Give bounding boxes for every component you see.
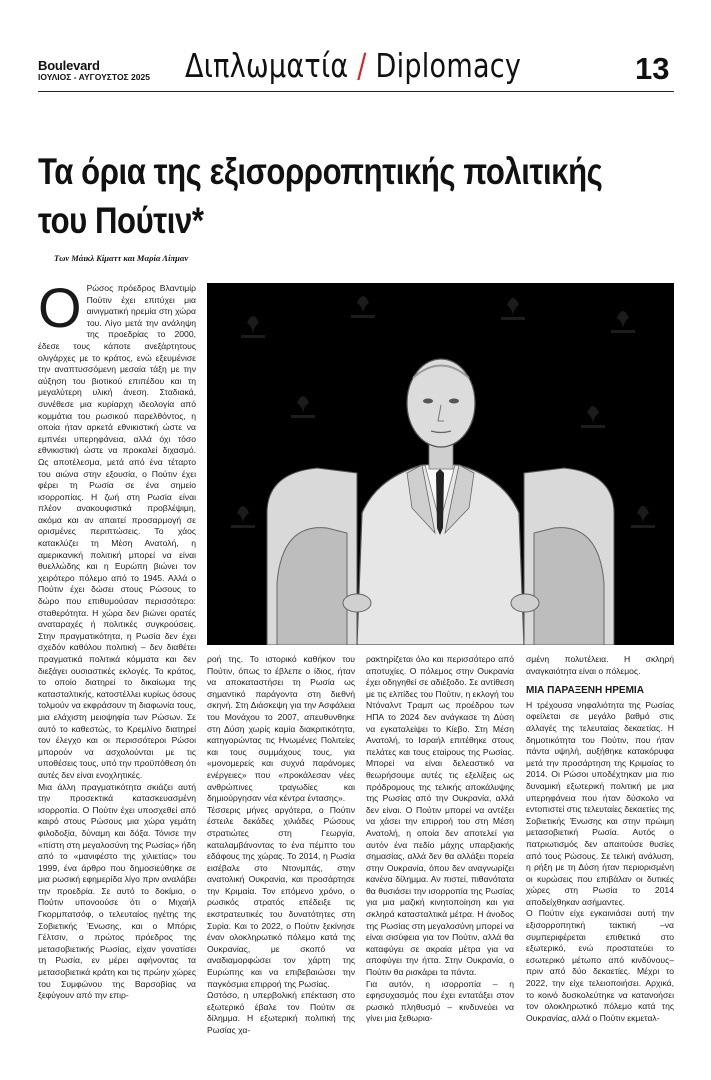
article-column-3 [366,654,514,1074]
dropcap: Ο [38,283,82,339]
brand-name: Boulevard [38,58,100,73]
portrait-photo [207,283,674,645]
article-column-1 [38,283,196,1073]
paragraph: Μια άλλη πραγματικότητα σκιάζει αυτή την προσεκτικά κατασκευασμένη ισορροπία. Ο Πούτιν έχει υποσχεθεί από καιρό στους Ρώσους μια χώρα γεμάτη φιλοδοξία, δύναμη και δόξα. Τόνισε την «πίστη στη μεγαλοσύνη της Ρωσίας» ήδη από το «μανιφέστο της χιλιετίας» του 1999, ένα άρθρο που δημοσιεύθηκε σε μια ρωσική εφημερίδα λίγο πριν αναλάβει την προεδρία. Σε αυτό το δοκίμιο, ο Πούτιν υπονοούσε ότι ο Μιχαήλ Γκορμπατσόφ, ο τελευταίος ηγέτης της Σοβιετικής Ένωσης, και ο Μπόρις Γέλτσιν, ο πρώτος πρόεδρος της μετασοβιετικής Ρωσίας, είχαν γονατίσει τη Ρωσία, εν μέρει αφήνοντας τα μετασοβιετικά κράτη και τις πρώην χώρες του Συμφώνου της Βαρσοβίας να ξεφύγουν από την επιρ- [38,781,196,1001]
section-separator: / [357,46,367,85]
article-column-2 [207,654,355,1074]
paragraph: Για αυτόν, η ισορροπία – η εφησυχασμός που έχει εντατάξει στον ρωσικό πληθυσμό – κινδυνεύει να γίνει μια ξεθωρια- [366,978,514,1024]
paragraph: ρακτηρίζεται όλο και περισσότερο από αποτυχίες. Ο πόλεμος στην Ουκρανία έχει οδηγηθεί σε αδιέξοδο. Σε αντίθεση με τις ελπίδες του Πούτιν, η εκλογή του Ντόναλντ Τραμπ ως προέδρου των ΗΠΑ το 2024 δεν ανάγκασε τη Δύση να εγκαταλείψει το Κίεβο. Στη Μέση Ανατολή, το Ισραήλ επιτέθηκε στους πελάτες και τους εταίρους της Ρωσίας. Μπορεί να είναι δελεαστικό να θεωρήσουμε αυτές τις εξελίξεις ως πρόδρομους της τελικής αποκάλυψης της Ρωσίας από την Ουκρανία, αλλά δεν είναι. Ο Πούτιν μπορεί να αντέξει να χάσει την επιρροή του στη Μέση Ανατολή, η οποία δεν αποτελεί για αυτόν ένα πεδίο μάχης υπαρξιακής σημασίας, αλλά δεν θα αλλάξει πορεία στην Ουκρανία, όπου δεν αναγνωρίζει κανένα δίλημμα. Αν πιστεί, πιθανότατα θα θυσιάσει την ισορροπία της Ρωσίας για μια μαζική κινητοποίηση και για σκληρά κατασταλτικά μέτρα. Η άνοδος της Ρωσίας στη μεγαλοσύνη μπορεί να είναι σισύφεια για τον Πούτιν, αλλά θα καταφύγει σε ακραία μέτρα για να αποφύγει την ήττα. Στην Ουκρανία, ο Πούτιν θα ρισκάρει τα πάντα. [366,654,514,978]
article-byline: Των Μάικλ Κίματτ και Μαρία Λίπμαν [54,253,189,263]
paragraph: Η τρέχουσα νηφαλιότητα της Ρωσίας οφείλεται σε μεγάλο βαθμό στις αλλαγές της τελευταίας δεκαετίας. Η δημοτικότητα του Πούτιν, που ήταν πάντα υψηλή, αυξήθηκε κατακόρυφα μετά την προσάρτηση της Κριμαίας το 2014. Οι Ρώσοι υποδέχτηκαν μια πιο δυναμική εξωτερική πολιτική με μια υπερηφάνεια που ήταν δύσκολο να εντοπιστεί στις τελευταίες δεκαετίες της Σοβιετικής Ένωσης και στην πρώιμη μετασοβιετική Ρωσία. Αυτός ο πατριωτισμός δεν απαιτούσε θυσίες από τους Ρώσους. Σε τελική ανάλυση, η ρήξη με τη Δύση ήταν περιορισμένη οι κυρώσεις που επιβάλαν οι δυτικές χώρες στη Ρωσία το 2014 αποδείχθηκαν ασήμαντες. [526,699,674,907]
section-subhead: ΜΙΑ ΠΑΡΑΞΕΝΗ ΗΡΕΜΙΑ [526,685,644,697]
portrait-illustration [207,283,674,645]
headline-line-1: Τα όρια της εξισορροπητικής πολιτικής [38,151,603,192]
paragraph: Ωστόσο, η υπερβολική επέκταση στο εξωτερικό έβαλε τον Πούτιν σε δίλημμα. Η εξωτερική πολιτική της Ρωσίας χα- [207,990,355,1035]
section-greek: Διπλωματία [185,46,349,85]
paragraph: Ο Πούτιν είχε εγκαινιάσει αυτή την εξισορροπητική τακτική –να συμπεριφέρεται επιθετικά στο εξωτερικό, ενώ προστατεύει το εσωτερικό μέτωπο από κινδύνους– πριν από δύο δεκαετίες. Μέχρι το 2022, την είχε τελειοποιήσει. Αρχικά, το κοινό δυσκολεύτηκε να κατανοήσει τον ολοκληρωτικό πόλεμο κατά της Ουκρανίας, αλλά ο Πούτιν εκμεταλ- [526,908,674,1023]
paragraph: σμένη πολυτέλεια. Η σκληρή αναγκαιότητα είναι ο πόλεμος. [526,654,674,676]
section-english: Diplomacy [375,46,522,85]
article-column-4 [526,654,674,1074]
issue-date: ΙΟΥΛΙΟΣ - ΑΥΓΟΥΣΤΟΣ 2025 [38,72,150,82]
headline-line-2: του Πούτιν* [38,200,204,241]
paragraph: Τέσσερις μήνες αργότερα, ο Πούτιν έστειλε δεκάδες χιλιάδες Ρώσους στρατιώτες στη Γεωργία, καταλαμβάνοντας το ένα πέμπτο του εδάφους της χώρας. Το 2014, η Ρωσία εισέβαλε στο Ντονμπάς, στην ανατολική Ουκρανία, και προσάρτησε την Κριμαία. Τον επόμενο χρόνο, ο ρωσικός στρατός επέδειξε τις εκστρατευτικές του δυνατότητες στη Συρία. Και το 2022, ο Πούτιν ξεκίνησε έναν ολοκληρωτικό πόλεμο κατά της Ουκρανίας, με σκοπό να αναδιαμορφώσει τον χάρτη της Ευρώπης και να επιβεβαιώσει την παγκόσμια επιρροή της Ρωσίας. [207,804,355,989]
paragraph: Ρώσος πρόεδρος Βλαντιμίρ Πούτιν έχει επιτύχει μια αινιγματική ηρεμία στη χώρα του. Λίγο μετά την ανάληψη της προεδρίας το 2000, έδεσε τους κάποτε ανεξάρτητους ολιγάρχες με το κράτος, ενώ εξευμένισε την αναπτυσσόμενη μεσαία τάξη με την αύξηση του βιοτικού επιπέδου και τη μεγαλύτερη υλική άνεση. Σταδιακά, συνέθεσε μια κυρίαρχη ιδεολογία από κομμάτια του ρωσικού παρελθόντος, η οποία ήταν αρκετά εθνικιστική ώστε να εμπνέει υπερηφάνεια, αλλά όχι τόσο εθνικιστική ώστε να προκαλεί διχασμό. Ως αποτέλεσμα, μετά από ένα τέταρτο του αιώνα στην εξουσία, ο Πούτιν έχει φέρει τη Ρωσία σε ένα σημείο ισορροπίας. Η ζωή στη Ρωσία είναι πλέον ανακουφιστικά προβλέψιμη, ακόμα και αν απαιτεί προσαρμογή σε ορισμένες περιπτώσεις. Το χάος κατακλύζει τη Μέση Ανατολή, η αμερικανική πολιτική μπορεί να είναι θυελλώδης και η Ευρώπη βιώνει τον χειρότερο πόλεμο από το 1945. Αλλά ο Πούτιν έχει δώσει στους Ρώσους το δώρο που επιθυμούσαν περισσότερο: σταθερότητα. Η χώρα δεν βιώνει ορατές αναταραχές ή πολιτικές συγκρούσεις. Στην πραγματικότητα, η Ρωσία δεν έχει σχεδόν καθόλου πολιτική – δεν διαθέτει πραγματικά πολιτικά κόμματα και δεν διεξάγει ουσιαστικές εκλογές. Το κράτος, το οποίο διατηρεί το δικαίωμα της κατασταλτικής, κατοστέλλει κυρίως όσους τολμούν να εκφράσουν τη διαφωνία τους, μια ελάχιστη μειοψηφία των Ρώσων. Σε αυτό το καθεστώς, το Κρεμλίνο διατηρεί τον έλεγχο και οι περισσότεροι Ρώσοι μπορούν να ασχολούνται με τις υποθέσεις τους, υπό την προϋπόθεση ότι αυτές δεν είναι ενοχλητικές. [38,283,196,780]
section-title [185,46,521,86]
article-headline [38,147,602,245]
page-number: 13 [635,51,670,86]
paragraph: ροή της. Το ιστορικό καθήκον του Πούτιν, όπως το έβλεπε ο ίδιος, ήταν να αποκαταστήσει τη Ρωσία ως σημαντικό παράγοντα στη διεθνή σκηνή. Στη Διάσκεψη για την Ασφάλεια του Μονάχου το 2007, απευθυνθηκε στη Δύση χωρίς καμία διακριτικότητα, κατηγορώντας τις Ηνωμένες Πολιτείες και τους συμμάχους τους, για «μονομερείς και συχνά παράνομες ενέργειες» που «προκάλεσαν νέες ανθρώπινες τραγωδίες και δημιούργησαν νέα κέντρα έντασης». [207,654,355,804]
masthead-brand [38,59,150,82]
header-divider [38,91,674,92]
